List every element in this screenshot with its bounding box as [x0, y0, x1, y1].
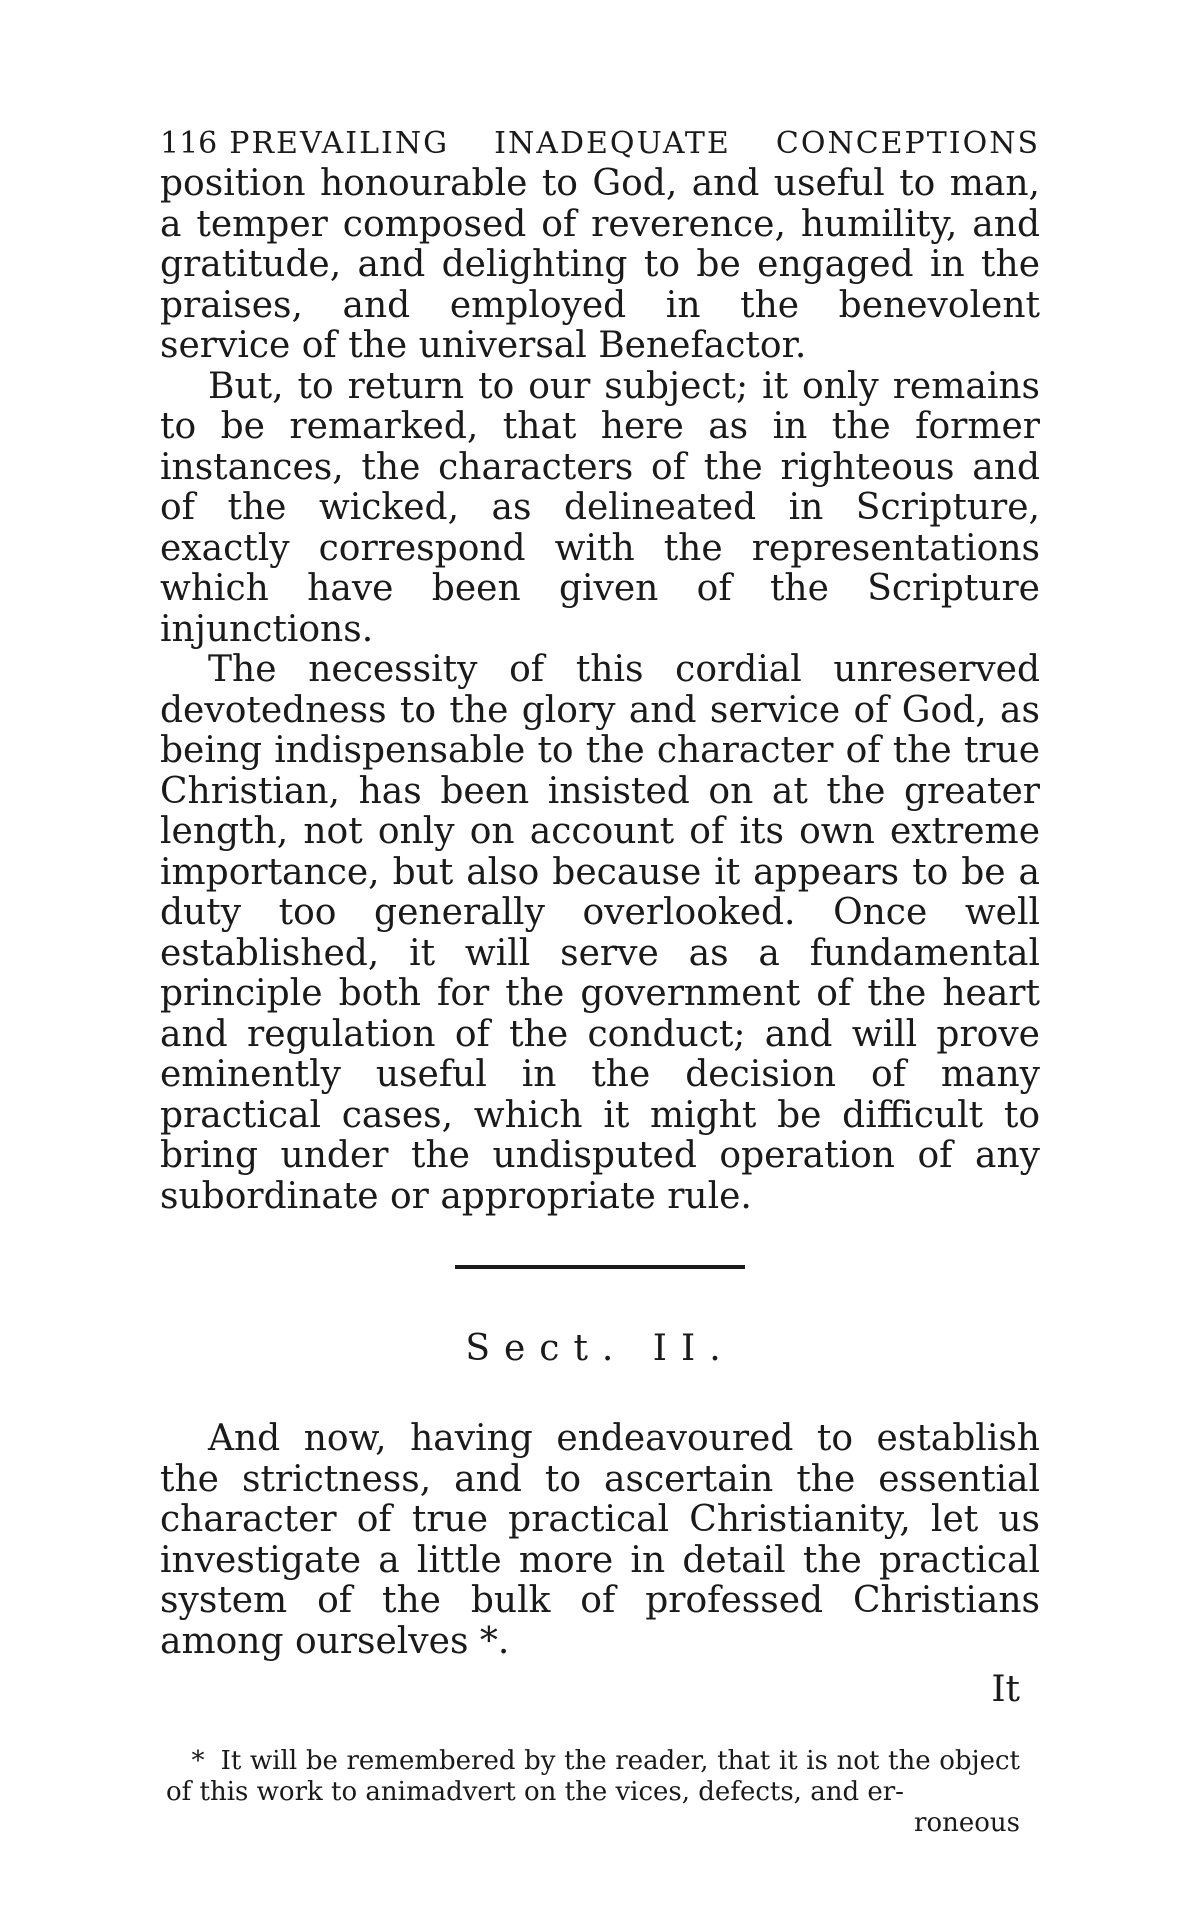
book-page: [160, 124, 1040, 1839]
running-head-title: PREVAILING INADEQUATE CONCEPTIONS: [229, 126, 1040, 161]
section-divider-rule: [455, 1265, 745, 1269]
section-paragraph: And now, having endeavoured to establish the strictness, and to ascertain the essential character of true practical Christianity, let us investigate a little more in detail the practical system of the bulk of professed Christians among ourselves *.: [160, 1418, 1040, 1662]
section-body: [160, 1419, 1040, 1662]
paragraph-return-to-subject: But, to return to our subject; it only remains to be remarked, that here as in the former instances, the characters of the righteous and of the wicked, as delineated in Scripture, exactly correspond with the representations which have been given of the Scripture injunctions.: [160, 365, 1040, 650]
body-text: [160, 164, 1040, 1217]
footnote-marker: *: [191, 1746, 205, 1776]
running-head: [160, 124, 1040, 164]
footnote-text: It will be remembered by the reader, that it is not the object of this work to animadvert on the vices, defects, and er-: [166, 1746, 1021, 1807]
section-heading: Sect. II.: [465, 1328, 735, 1369]
footnote-catchword: roneous: [914, 1808, 1020, 1838]
catchword: It: [991, 1669, 1020, 1710]
paragraph-necessity: The necessity of this cordial unreserved devotedness to the glory and service of God, as being indispensable to the character of the true Christian, has been insisted on at the greater length, not only on account of its own extreme importance, but also because it appears to be a duty too generally overlooked. Once well established, it will serve as a fundamental principle both for the government of the heart and regulation of the conduct; and will prove eminently useful in the decision of many practical cases, which it might be difficult to bring under the undisputed operation of any subordinate or appropriate rule.: [160, 649, 1040, 1217]
footnote: [160, 1746, 1040, 1808]
page-number: 116: [160, 126, 218, 161]
paragraph-continued: position honourable to God, and useful to man, a temper composed of reverence, humility, and gratitude, and delighting to be engaged in the praises, and employed in the benevolent service of the universal Benefactor.: [160, 163, 1040, 366]
